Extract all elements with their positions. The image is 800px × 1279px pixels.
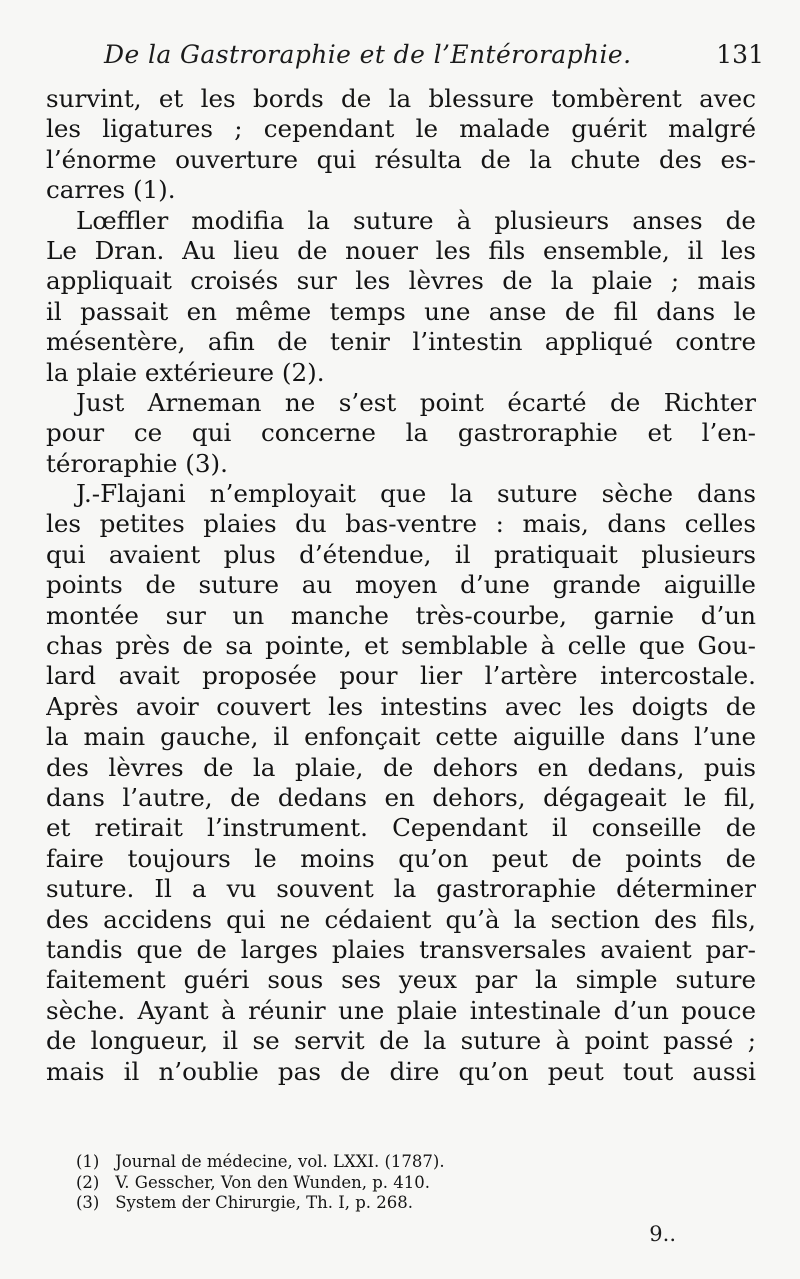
text-line: pour ce qui concerne la gastroraphie et l’en-: [46, 418, 756, 448]
text-line: les ligatures ; cependant le malade guérit malgré: [46, 114, 756, 144]
text-line: montée sur un manche très-courbe, garnie d’un: [46, 600, 756, 630]
text-line: téroraphie (3).: [46, 448, 228, 478]
text-line: lard avait proposée pour lier l’artère intercostale.: [46, 661, 756, 691]
footnote-mark: (3): [76, 1193, 100, 1212]
text-line: appliquait croisés sur les lèvres de la plaie ; mais: [46, 266, 756, 296]
text-line: des accidens qui ne cédaient qu’à la section des fils,: [46, 904, 756, 934]
text-line: faitement guéri sous ses yeux par la simple suture: [46, 965, 756, 995]
page-header: [50, 40, 764, 82]
text-line: Le Dran. Au lieu de nouer les fils ensemble, il les: [46, 235, 756, 265]
text-line: dans l’autre, de dedans en dehors, dégageait le fil,: [46, 782, 756, 812]
text-line: mésentère, afin de tenir l’intestin appliqué contre: [46, 327, 756, 357]
text-line: de longueur, il se servit de la suture à point passé ;: [46, 1026, 756, 1056]
footnote-mark: (1): [76, 1152, 100, 1171]
paragraph-start-line: Lœffler modifia la suture à plusieurs anses de: [76, 205, 756, 235]
text-line: il passait en même temps une anse de fil dans le: [46, 296, 756, 326]
text-line: et retirait l’instrument. Cependant il conseille de: [46, 813, 756, 843]
footnotes: [76, 1152, 736, 1214]
text-line: faire toujours le moins qu’on peut de points de: [46, 843, 756, 873]
text-line: Après avoir couvert les intestins avec les doigts de: [46, 691, 756, 721]
text-line: la plaie extérieure (2).: [46, 357, 325, 387]
text-line: sèche. Ayant à réunir une plaie intestinale d’un pouce: [46, 995, 756, 1025]
footnote-text: V. Gesscher, Von den Wunden, p. 410.: [115, 1172, 431, 1192]
text-line: les petites plaies du bas-ventre : mais, dans celles: [46, 509, 756, 539]
page-number: 131: [716, 40, 764, 69]
text-line: qui avaient plus d’étendue, il pratiquait plusieurs: [46, 539, 756, 569]
text-line: carres (1).: [46, 175, 176, 205]
footnote-mark: (2): [76, 1172, 100, 1192]
running-title: De la Gastroraphie et de l’Entéroraphie.: [104, 40, 632, 69]
text-line: la main gauche, il enfonçait cette aiguille dans l’une: [46, 722, 756, 752]
text-line: suture. Il a vu souvent la gastroraphie déterminer: [46, 874, 756, 904]
text-line: tandis que de larges plaies transversales avaient par-: [46, 934, 756, 964]
body-text: [46, 84, 756, 1087]
footnote: [76, 1152, 736, 1173]
text-line: chas près de sa pointe, et semblable à celle que Gou-: [46, 631, 756, 661]
footnote: [76, 1193, 736, 1214]
text-line: points de suture au moyen d’une grande aiguille: [46, 570, 756, 600]
footnote-text: Journal de médecine, vol. LXXI. (1787).: [115, 1152, 445, 1171]
text-line: des lèvres de la plaie, de dehors en dedans, puis: [46, 752, 756, 782]
footnote-text: System der Chirurgie, Th. I, p. 268.: [115, 1193, 414, 1212]
text-line: mais il n’oublie pas de dire qu’on peut tout aussi: [46, 1056, 756, 1086]
footnote: [76, 1173, 736, 1194]
signature-mark: 9..: [649, 1222, 676, 1246]
text-line: survint, et les bords de la blessure tombèrent avec: [46, 84, 756, 113]
paragraph-start-line: J.-Flajani n’employait que la suture sèche dans: [76, 479, 756, 509]
paragraph-start-line: Just Arneman ne s’est point écarté de Richter: [76, 387, 756, 417]
text-line: l’énorme ouverture qui résulta de la chute des es-: [46, 144, 756, 174]
